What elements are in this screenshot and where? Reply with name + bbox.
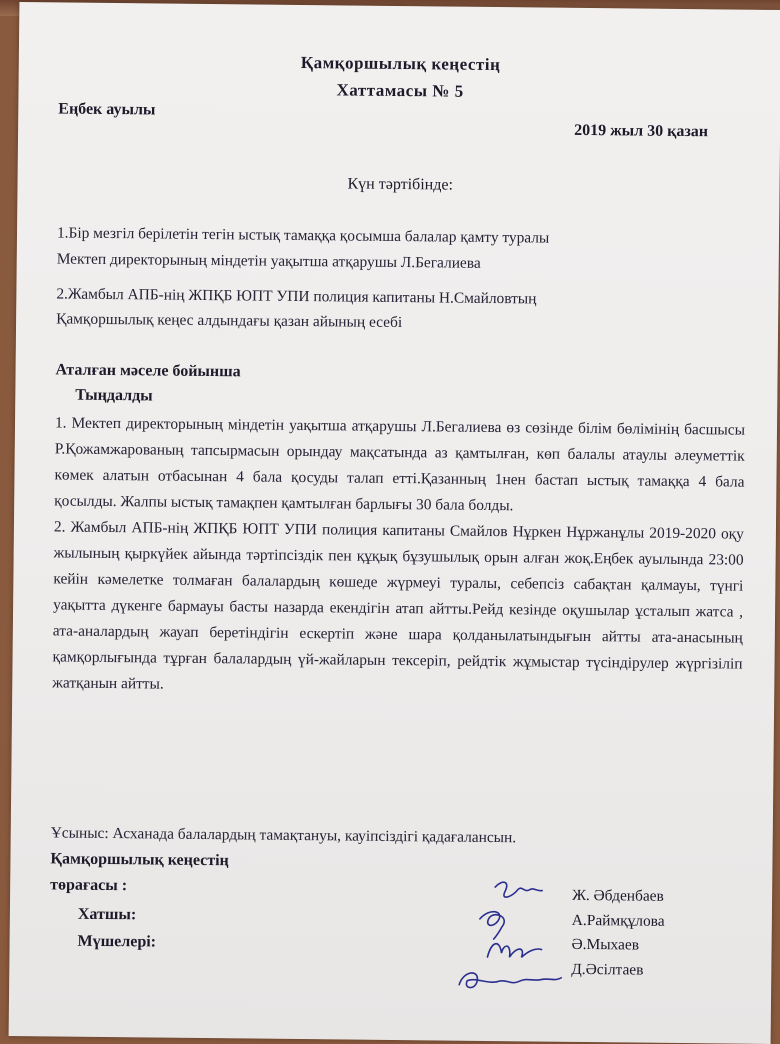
discussion-heading: Аталған мәселе бойынша xyxy=(55,361,241,381)
protocol-number: Хаттамасы № 5 xyxy=(336,80,464,101)
discussion-paragraph-2: 2. Жамбыл АПБ-нің ЖПҚБ ЮПТ УПИ полиция капитаны Смайлов Нұркен Нұржанұлы 2019-2020 оқу жылының қыркүйек айында тәртіпсіздік пен құқық бұзушылық орын алған жоқ.Еңбек ауылында 23:00 кейін кәмелетке толмаған балалардың көшеде жүрмеуі туралы, себепсіз сабақтан қалмауы, түнгі уақытта дүкенге бармауы басты назарда екендігін атап айтты.Рейд кезінде оқушылар ұсталып жатса , ата-аналардың жауап беретіндігін ескертіп және шара қолданылатындығын айтты ата-анасының қамқорлығында тұрған балалардың үй-жайларын тексеріп, рейдтік жұмыстар түсіндірулер жүргізіліп жатқанын айтты. xyxy=(52,518,744,693)
signatory-name: А.Раймқұлова xyxy=(571,911,665,930)
place-label: Еңбек ауылы xyxy=(58,100,156,119)
chair-title-label: төрағасы : xyxy=(50,876,128,895)
agenda-heading: Күн тәртібінде: xyxy=(347,175,454,194)
signatory-name: Ә.Мыхаев xyxy=(571,935,640,954)
heard-subheading: Тыңдалды xyxy=(75,386,153,405)
signatory-name: Д.Әсілтаев xyxy=(571,960,644,979)
document-title: Қамқоршылық кеңестің xyxy=(300,52,501,75)
proposal-text: Асханада балалардың тамақтануы, кауіпсіздігі қадағалансын. xyxy=(112,825,517,847)
agenda-item-2-cont: Қамқоршылық кеңес алдындағы қазан айының есебі xyxy=(56,310,403,332)
document-date: 2019 жыл 30 қазан xyxy=(574,121,709,141)
signatory-names xyxy=(571,884,665,982)
signature-4 xyxy=(459,973,561,989)
signature-2 xyxy=(480,912,505,940)
board-chair-label: Қамқоршылық кеңестің xyxy=(50,850,229,870)
signature-3 xyxy=(487,944,541,958)
agenda-item-2: 2.Жамбыл АПБ-нің ЖПҚБ ЮПТ УПИ полиция капитаны Н.Смайловтың xyxy=(56,285,537,308)
document-page xyxy=(9,2,780,1044)
handwritten-signatures xyxy=(449,877,580,1008)
members-label: Мүшелері: xyxy=(77,932,157,951)
discussion-paragraph-1: 1. Мектеп директорының міндетін уақытша атқарушы Л.Бегалиева өз сөзінде білім бөлімінің басшысы Р.Қожамжарованың тапсырмасын орындау мақсатында аз қамтылған, көп балалы атаулы әлеуметтік көмек алатын отбасынан 4 бала қосуды талап етті.Қазанның 1нен бастап ыстық тамаққа 4 бала қосылды. Жалпы ыстық тамақпен қамтылған барлығы 30 бала болды. xyxy=(54,414,746,515)
proposal-label: Ұсыныс: xyxy=(50,824,109,843)
agenda-item-1-speaker: Мектеп директорының міндетін уақытша атқарушы Л.Бегалиева xyxy=(56,250,481,272)
agenda-item-1: 1.Бір мезгіл берілетін тегін ыстық тамаққа қосымша балалар қамту туралы xyxy=(56,224,550,247)
secretary-label: Хатшы: xyxy=(77,905,137,924)
signature-1 xyxy=(495,882,542,897)
proposal-line xyxy=(51,824,517,847)
signatory-name: Ж. Әбденбаев xyxy=(572,886,664,905)
discussion-body xyxy=(52,410,745,703)
